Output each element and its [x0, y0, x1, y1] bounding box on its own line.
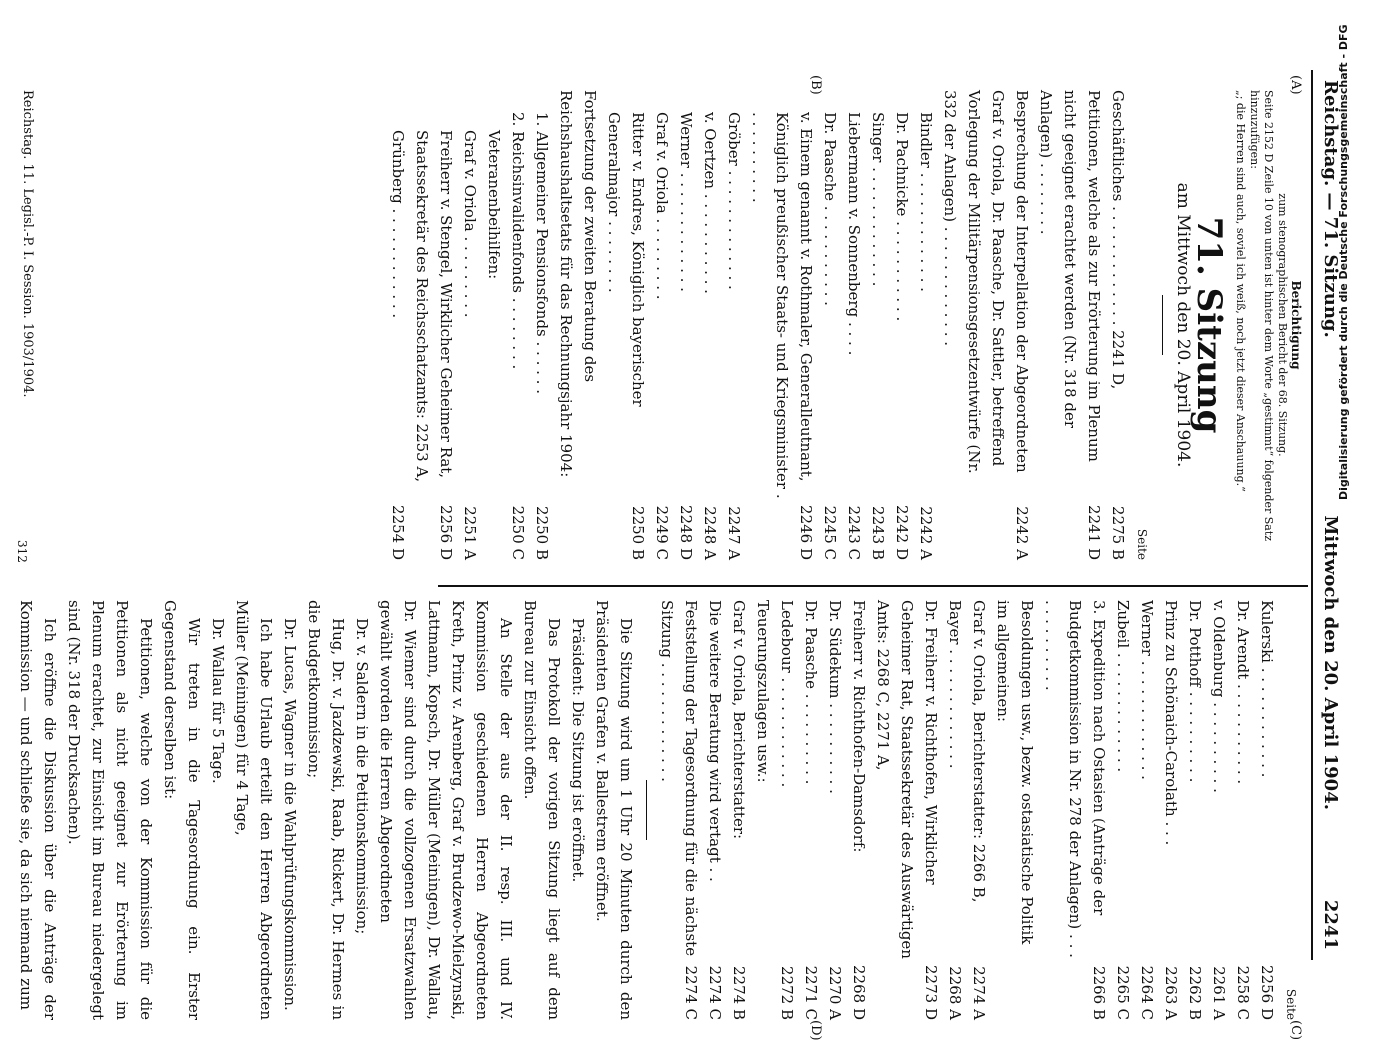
entry-text: Besoldungen usw., bezw. ostasiatische Politik im allgemeinen: [994, 600, 1036, 945]
contents-entry [1183, 600, 1207, 1020]
entry-text: 2. Reichsinvalidenfonds . . . . . . . . [509, 112, 527, 370]
margin-marker-a: (A) [1288, 75, 1303, 95]
contents-entry [722, 90, 746, 560]
minutes-paragraph: Hug, Dr. v. Jazdzewski, Raab, Rickert, Dr. Hermes in die Budgetkommission; [305, 600, 347, 1020]
entry-page-ref [554, 500, 602, 560]
header-left: Reichstag. — 71. Sitzung. [1320, 80, 1341, 338]
entry-page-ref: 2274 A [970, 966, 988, 1020]
contents-entry [674, 90, 698, 560]
contents-entry [1231, 600, 1255, 1020]
minutes-paragraph: Wir treten in die Tagesordnung ein. Erster Gegenstand derselben ist: [161, 600, 203, 1020]
contents-entry [1135, 600, 1159, 1020]
entry-text: v. Oldenburg . . . . . . . . . . [1210, 600, 1228, 793]
contents-entry [1034, 90, 1106, 560]
contents-entry [967, 600, 991, 1020]
entry-text: Freiherr v. Richthofen-Damsdorf: [850, 600, 868, 853]
correction-line: „; die Herren sind auch, soviel ich weiß, noch jetzt dieser Anschauung.“ [1234, 90, 1247, 492]
contents-entry [1159, 600, 1183, 1020]
entry-page-ref: 2274 C [706, 965, 724, 1020]
title-rule [1162, 295, 1163, 355]
entry-page-ref: 2243 C [845, 505, 863, 560]
entry-text: 3. Expedition nach Ostasien (Anträge der Budgetkommission in Nr. 278 der Anlagen) . . . . . . . . . . . . . [1042, 600, 1108, 958]
entry-page-ref: 2258 C [1234, 965, 1252, 1020]
contents-entry [650, 90, 674, 560]
section-rule [646, 780, 647, 840]
contents-entry [1207, 600, 1231, 1020]
contents-entry [890, 90, 914, 560]
entry-page-ref: 2262 B [1186, 966, 1204, 1020]
entry-text: Zubeil . . . . . . . . . . . . . [1114, 600, 1132, 773]
margin-marker-d: (D) [808, 1020, 823, 1041]
contents-entry [842, 90, 866, 560]
contents-entry [847, 600, 871, 1020]
entry-page-ref: 2261 A [1210, 966, 1228, 1020]
entry-text: v. Oertzen . . . . . . . . . . . [701, 112, 719, 294]
contents-list-right [655, 600, 1279, 1020]
contents-entry [386, 90, 410, 560]
minutes-paragraph: An Stelle der aus der II. resp. III. und IV. Kommission geschiedenen Herren Abgeordneten Kreth, Prinz v. Arenberg, Graf v. Brudzewo-Mielzynski, Lattmann, Kopsch, Dr. Müller (Meiningen), Dr. Wallau, Dr. Wiemer sind durch die vollzogenen Ersatzwahlen gewählt worden die Herren Abgeordneten [377, 600, 515, 1020]
entry-page-ref: 2242 D [893, 505, 911, 560]
right-column [14, 600, 1303, 1020]
entry-text: Graf v. Oriola, Berichterstatter: 2266 B, [970, 600, 988, 903]
contents-entry [506, 90, 530, 560]
entry-page-ref [991, 960, 1039, 1020]
entry-text: Dr. Paasche . . . . . . . . . . . [821, 112, 839, 306]
entry-text: Teuerungszulagen usw.: [754, 600, 772, 783]
entry-text: Dr. Potthoff . . . . . . . . . . [1186, 600, 1204, 783]
entry-text: Dr. Arendt . . . . . . . . . . . [1234, 600, 1252, 785]
entry-page-ref: 2242 A [917, 506, 935, 560]
entry-text: Freiherr v. Stengel, Wirklicher Geheimer Rat, Staatssekretär des Reichsschatzamts: 2253 A, [413, 130, 455, 483]
entry-page-ref: 2270 A [826, 966, 844, 1020]
entry-text: Ritter v. Endres, Königlich bayerischer Generalmajor . . . . . . . . [605, 112, 647, 407]
contents-entry [823, 600, 847, 1020]
contents-entry [818, 90, 842, 560]
entry-text: Werner . . . . . . . . . . . . . [1138, 600, 1156, 780]
entry-page-ref [751, 960, 775, 1020]
entry-text: Grünberg . . . . . . . . . . . . [389, 130, 407, 319]
entry-text: Kulerski . . . . . . . . . . . . [1258, 600, 1276, 778]
contents-entry [703, 600, 727, 1020]
margin-marker-b: (B) [808, 75, 823, 95]
contents-entry [938, 90, 1034, 560]
entry-text: Die weitere Beratung wird vertagt . . [706, 600, 724, 882]
entry-text: Graf v. Oriola, Berichterstatter: [730, 600, 748, 840]
entry-text: Besprechung der Interpellation der Abgeordneten Graf v. Oriola, Dr. Paasche, Dr. Sattler, betreffend Vorlegung der Militärpensionsgesetzentwürfe (Nr. 332 der Anlagen) . . . . . . . . . . . . . [941, 90, 1031, 474]
contents-entry [1039, 600, 1111, 1020]
minutes-paragraph: Die Sitzung wird um 1 Uhr 20 Minuten durch den Präsidenten Grafen v. Ballestrem eröffnet. [593, 600, 635, 1020]
contents-entry [746, 90, 818, 560]
entry-page-ref: 2250 B [629, 506, 647, 560]
entry-text: Feststellung der Tagesordnung für die nächste Sitzung . . . . . . . . . . . . . [658, 600, 700, 957]
contents-entry [871, 600, 943, 1020]
entry-text: Dr. Paasche . . . . . . . . . . [802, 600, 820, 785]
entry-page-ref: 2273 D [922, 965, 940, 1020]
entry-page-ref: 2247 A [725, 506, 743, 560]
entry-text: Liebermann v. Sonnenberg . . . . [845, 112, 863, 356]
entry-text: v. Einem genannt v. Rothmaler, Generalleutnant, Königlich preußischer Staats- und Kriegsminister . . . . . . . . . . . [749, 112, 815, 499]
entry-page-ref: 2241 D [1085, 505, 1103, 560]
entry-page-ref: 2274 B [730, 966, 748, 1020]
minutes-paragraph: Das Protokoll der vorigen Sitzung liegt auf dem Bureau zur Einsicht offen. [521, 600, 563, 1020]
entry-page-ref: 2251 A [461, 506, 479, 560]
contents-entry [775, 600, 799, 1020]
contents-entry [410, 90, 458, 560]
minutes-paragraph: Präsident: Die Sitzung ist eröffnet. [569, 618, 587, 883]
contents-entry [866, 90, 890, 560]
contents-entry [914, 90, 938, 560]
entry-page-ref: 2266 B [1090, 966, 1108, 1020]
entry-text: Prinz zu Schönaich-Carolath . . . [1162, 600, 1180, 846]
entry-page-ref: 2246 D [797, 505, 815, 560]
contents-entry [530, 90, 554, 560]
entry-page-ref: 2249 C [653, 505, 671, 560]
minutes-paragraph: Dr. Lucas, Wagner in die Wahlprüfungskommission. [281, 618, 299, 1011]
minutes-paragraph: Dr. v. Saldern in die Petitionskommission; [353, 618, 371, 935]
footer-page-number: 312 [15, 540, 29, 563]
entry-page-ref: 2245 C [821, 505, 839, 560]
entry-text: Dr. Freiherr v. Richthofen, Wirklicher Geheimer Rat, Staatssekretär des Auswärtigen Amts: 2268 C, 2271 A, [874, 600, 940, 959]
entry-text: Werner . . . . . . . . . . . . . [677, 112, 695, 292]
entry-text: Geschäftliches . . . . . . . . . . . . . 2241 D, [1109, 90, 1127, 390]
correction-line: Seite 2152 D Zeile 10 von unten ist hinter dem Worte „gestimmt“ folgender Satz hinzuzufügen: [1248, 90, 1275, 542]
correction-block [1233, 90, 1303, 560]
entry-page-ref: 2243 B [869, 506, 887, 560]
entry-page-ref: 2271 C [802, 965, 820, 1020]
contents-entry [727, 600, 751, 1020]
entry-page-ref: 2250 C [509, 505, 527, 560]
entry-page-ref: 2256 D [437, 505, 455, 560]
entry-page-ref: 2265 C [1114, 965, 1132, 1020]
contents-entry [991, 600, 1039, 1020]
entry-text: Graf v. Oriola . . . . . . . . . [461, 130, 479, 318]
entry-text: Dr. Südekum . . . . . . . . . . [826, 600, 844, 794]
margin-marker-c: (C) [1288, 1020, 1303, 1041]
entry-text: Gröber . . . . . . . . . . . . . [725, 112, 743, 290]
entry-page-ref: 2264 C [1138, 965, 1156, 1020]
contents-entry [943, 600, 967, 1020]
minutes-paragraph: Petitionen, welche von der Kommission für die Petitionen als nicht geeignet zur Erörterung im Plenum erachtet, zur Einsicht im Bureau niedergelegt sind (Nr. 318 der Drucksachen). [65, 600, 155, 1020]
entry-page-ref: 2242 A [1013, 506, 1031, 560]
entry-text: Ledebour . . . . . . . . . . . . [778, 600, 796, 788]
minutes-paragraph: Dr. Wallau für 5 Tage. [209, 618, 227, 784]
entry-text: Petitionen, welche als zur Erörterung im Plenum nicht geeignet erachtet werden (Nr. 318 der Anlagen) . . . . . . . . [1037, 90, 1103, 462]
seite-label: Seite [1284, 988, 1298, 1020]
side-note: Digitalisierung gefördert durch die Deutsche Forschungsgemeinschaft - DFG [1337, 24, 1350, 500]
contents-entry [482, 90, 506, 560]
entry-page-ref: 2274 C [682, 965, 700, 1020]
contents-entry [698, 90, 722, 560]
column-divider [438, 585, 1308, 587]
entry-page-ref: 2250 B [533, 506, 551, 560]
contents-entry [602, 90, 650, 560]
entry-page-ref: 2268 A [946, 966, 964, 1020]
entry-text: Bayer . . . . . . . . . . . . . [946, 600, 964, 769]
left-column [386, 90, 1303, 560]
minutes-text [14, 600, 638, 1020]
contents-entry [799, 600, 823, 1020]
contents-entry [554, 90, 602, 560]
footer-citation: Reichstag. 11. Legisl.-P. I. Session. 1903/1904. [20, 90, 35, 398]
entry-text: 1. Allgemeiner Pensionsfonds . . . . . . [533, 112, 551, 394]
contents-list-left [386, 90, 1130, 560]
entry-page-ref: 2256 D [1258, 965, 1276, 1020]
entry-text: Dr. Pachnicke . . . . . . . . . . . [893, 112, 911, 322]
entry-page-ref: 2275 B [1109, 506, 1127, 560]
entry-text: Graf v. Oriola . . . . . . . . . [653, 112, 671, 300]
seite-label: Seite [1135, 528, 1149, 560]
entry-page-ref: 2272 B [778, 966, 796, 1020]
entry-page-ref [482, 500, 506, 560]
entry-text: Veteranenbeihilfen: [485, 130, 503, 280]
contents-entry [751, 600, 775, 1020]
entry-text: Fortsetzung der zweiten Beratung des Reichshaushaltsetats für das Rechnungsjahr 1904: [557, 90, 599, 478]
correction-line: zum stenographischen Bericht der 68. Sitzung. [1276, 193, 1289, 457]
minutes-paragraph: Ich habe Urlaub erteilt den Herren Abgeordneten Müller (Meiningen) für 4 Tage, [233, 600, 275, 1020]
session-title: 71. Sitzung [1189, 216, 1229, 434]
session-date: am Mittwoch den 20. April 1904. [1173, 182, 1193, 468]
entry-page-ref: 2268 D [850, 965, 868, 1020]
entry-page-ref: 2248 D [677, 505, 695, 560]
entry-page-ref: 2248 A [701, 506, 719, 560]
page-number: 2241 [1320, 899, 1341, 950]
entry-page-ref: 2263 A [1162, 966, 1180, 1020]
contents-entry [655, 600, 703, 1020]
correction-title: Berichtigung [1289, 280, 1303, 370]
entry-page-ref: 2254 D [389, 505, 407, 560]
contents-entry [1106, 90, 1130, 560]
minutes-paragraph: Ich eröffne die Diskussion über die Anträge der Kommission — und schließe sie, da sich niemand zum [17, 600, 59, 1020]
entry-text: Bindler . . . . . . . . . . . . . [917, 112, 935, 292]
header-right: Mittwoch den 20. April 1904. [1320, 515, 1341, 810]
contents-entry [1111, 600, 1135, 1020]
entry-text: Singer . . . . . . . . . . . . . [869, 112, 887, 287]
contents-entry [1255, 600, 1279, 1020]
contents-entry [458, 90, 482, 560]
